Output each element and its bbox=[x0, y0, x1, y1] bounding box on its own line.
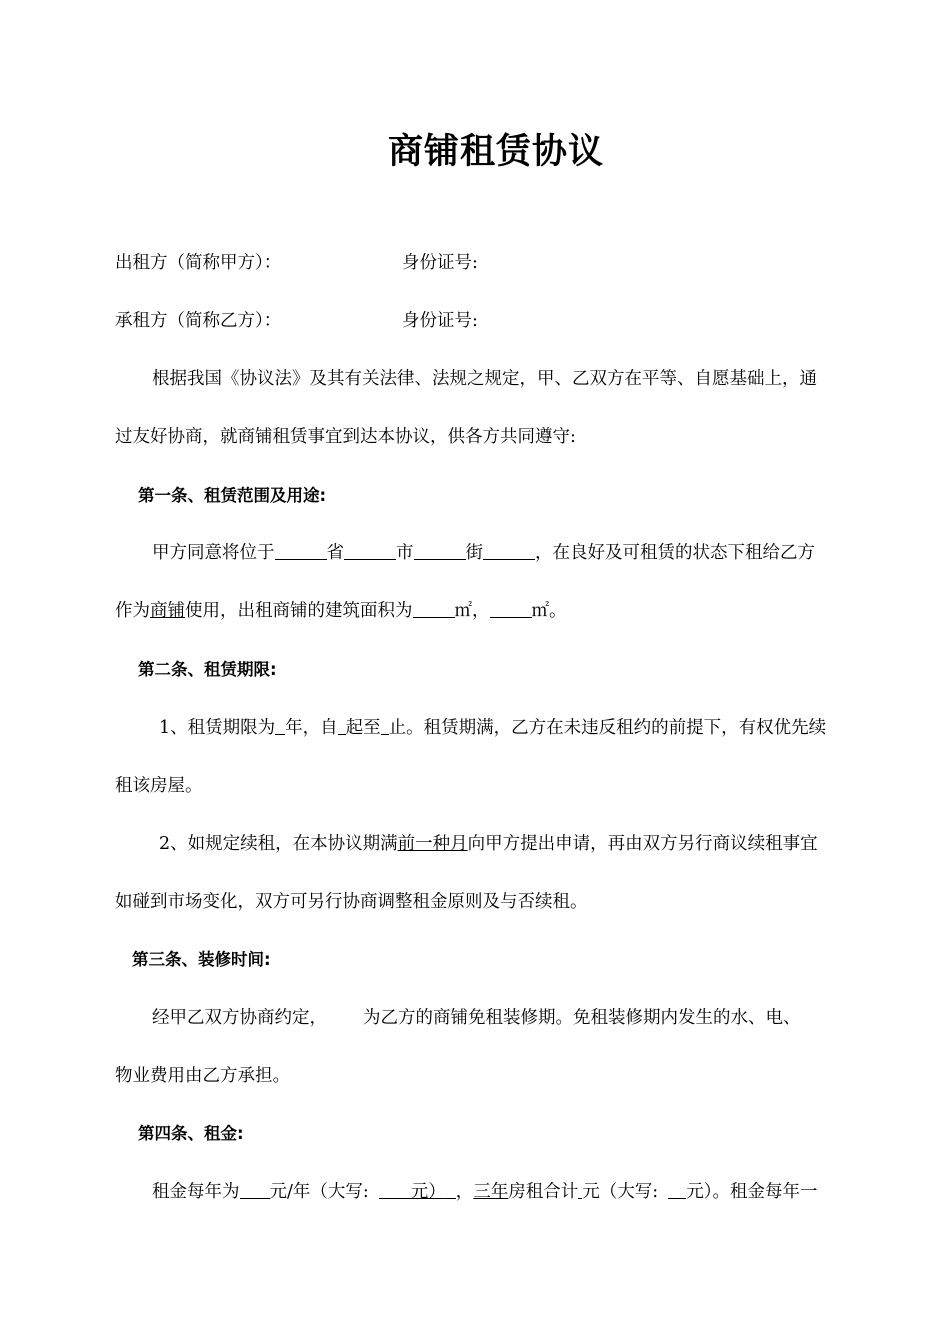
rent-caps-blank bbox=[379, 1180, 411, 1199]
article-1-text: 甲方同意将位于 bbox=[152, 543, 275, 563]
term-text: 1、租赁期限为 bbox=[159, 718, 276, 738]
area-blank-2 bbox=[490, 599, 532, 618]
lessor-line bbox=[115, 251, 478, 275]
city-label: 市 bbox=[396, 543, 414, 563]
term-from-text: 年，自 bbox=[285, 718, 338, 738]
term-start-blank bbox=[338, 716, 346, 735]
article-4-paragraph-line-1 bbox=[152, 1180, 817, 1204]
renewal-month: 前一种月 bbox=[397, 834, 468, 854]
term-end-blank bbox=[381, 716, 389, 735]
rent-comma: ， bbox=[455, 1182, 474, 1202]
rent-caps-tail bbox=[446, 1180, 456, 1199]
decoration-text: 经甲乙双方协商约定， bbox=[152, 1008, 327, 1028]
article-4-heading: 第四条、租金: bbox=[138, 1124, 244, 1143]
term-years-blank bbox=[275, 716, 285, 735]
shop-word: 商铺 bbox=[150, 601, 185, 621]
rent-blank bbox=[240, 1180, 270, 1199]
article-3-paragraph-line-2: 物业费用由乙方承担。 bbox=[115, 1066, 290, 1086]
article-2-heading: 第二条、租赁期限: bbox=[138, 660, 277, 679]
article-1-heading: 第一条、租赁范围及用途: bbox=[138, 486, 327, 505]
article-3-paragraph-line-1 bbox=[152, 1006, 801, 1030]
area-unit-1: ㎡ bbox=[454, 601, 472, 621]
area-blank-1 bbox=[413, 599, 455, 618]
article-1-paragraph-line-1 bbox=[152, 541, 815, 565]
term-rest-text: 止。租赁期满，乙方在未违反租约的前提下，有权优先续 bbox=[388, 718, 827, 738]
lessee-id-label: 身份证号: bbox=[402, 311, 478, 331]
total-caps-blank bbox=[668, 1180, 686, 1199]
article-2-item-2-line-1 bbox=[159, 832, 818, 856]
preamble-line-1: 根据我国《协议法》及其有关法律、法规之规定，甲、乙双方在平等、自愿基础上，通 bbox=[152, 369, 817, 389]
article-2-item-1-line-2: 租该房屋。 bbox=[115, 776, 203, 796]
article-1-paragraph-line-2 bbox=[115, 599, 567, 623]
province-label: 省 bbox=[326, 543, 344, 563]
province-blank bbox=[275, 541, 327, 560]
street-label: 街 bbox=[465, 543, 483, 563]
rent-caps-yuan: 元） bbox=[410, 1182, 446, 1202]
lessee-label: 承租方（简称乙方）： bbox=[115, 311, 282, 331]
preamble-line-2: 过友好协商，就商铺租赁事宜到达本协议，供各方共同遵守: bbox=[115, 427, 576, 447]
area-text: 使用，出租商铺的建筑面积为 bbox=[185, 601, 413, 621]
decoration-rest-text: 为乙方的商铺免租装修期。免租装修期内发生的水、电、 bbox=[363, 1008, 801, 1028]
rent-rest-text: 元）。租金每年一 bbox=[686, 1182, 818, 1202]
article-1-use-text: 作为 bbox=[115, 601, 150, 621]
area-unit-2: ㎡。 bbox=[531, 601, 567, 621]
three-years: 三年 bbox=[473, 1182, 509, 1202]
renewal-rest-text: 向甲方提出申请，再由双方另行商议续租事宜 bbox=[467, 834, 818, 854]
rent-text: 租金每年为 bbox=[152, 1182, 240, 1202]
renewal-text: 2、如规定续租，在本协议期满 bbox=[159, 834, 398, 854]
article-2-item-2-line-2: 如碰到市场变化，双方可另行协商调整租金原则及与否续租。 bbox=[115, 892, 588, 912]
lessor-id-label: 身份证号: bbox=[402, 253, 478, 273]
rent-caps-text: 元/年（大写: bbox=[269, 1182, 369, 1202]
article-1-text-end: ，在良好及可租赁的状态下租给乙方 bbox=[535, 543, 815, 563]
total-caps-text: 元（大写: bbox=[582, 1182, 659, 1202]
total-rent-text: 房租合计 bbox=[508, 1182, 579, 1202]
lessor-label: 出租方（简称甲方）： bbox=[115, 253, 282, 273]
article-3-heading: 第三条、装修时间: bbox=[132, 950, 271, 969]
article-2-item-1-line-1 bbox=[159, 716, 826, 740]
document-title: 商铺租赁协议 bbox=[387, 132, 604, 172]
area-comma: ， bbox=[472, 601, 490, 621]
term-to-text: 起至 bbox=[345, 718, 381, 738]
address-blank bbox=[483, 541, 535, 560]
city-blank bbox=[344, 541, 396, 560]
lessee-line bbox=[115, 309, 478, 333]
street-blank bbox=[414, 541, 466, 560]
